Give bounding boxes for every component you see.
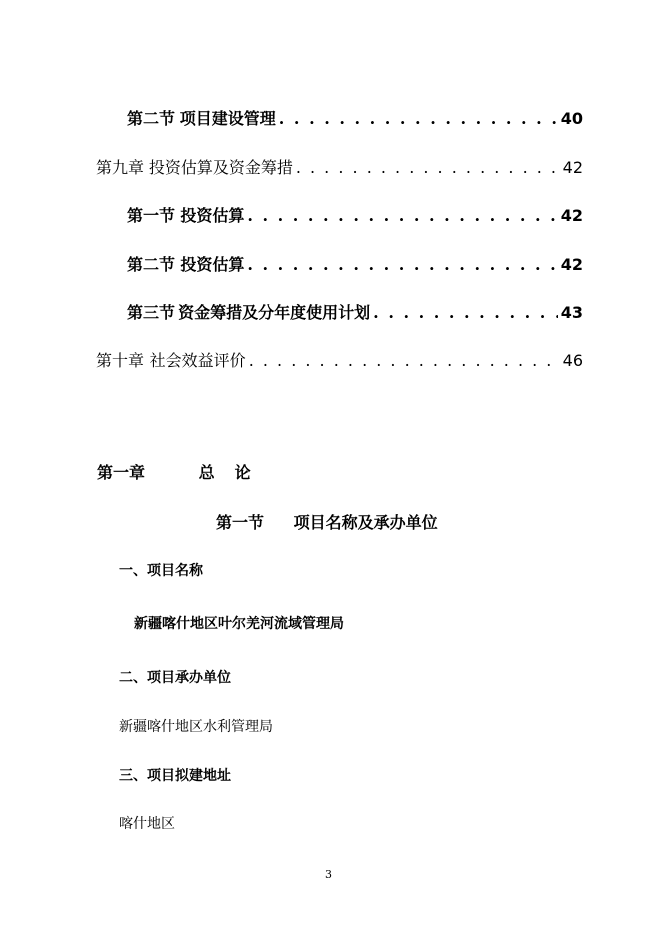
toc-entry[interactable] [96, 157, 583, 179]
toc-chapter-number: 第九章 [96, 158, 145, 177]
toc-section-number: 第一节 [127, 206, 176, 225]
toc-entry[interactable] [127, 205, 583, 227]
section-title: 项目名称及承办单位 [293, 513, 438, 532]
toc-entry[interactable] [96, 350, 583, 372]
toc-page-number: 46 [562, 351, 583, 370]
toc-entry[interactable] [127, 254, 583, 276]
item-heading: 三、项目拟建地址 [119, 768, 231, 784]
toc-page-number: 40 [560, 109, 583, 128]
toc-leader-dots [279, 108, 558, 130]
toc-title: 项目建设管理 [179, 109, 276, 128]
toc-section-number: 第二节 [127, 109, 176, 128]
toc-leader-dots [247, 205, 557, 227]
item-body: 喀什地区 [119, 816, 175, 832]
section-heading [216, 510, 438, 533]
toc-entry[interactable] [127, 302, 583, 324]
toc-title: 投资估算 [180, 206, 245, 225]
toc-chapter-number: 第十章 [96, 351, 145, 370]
page-number: 3 [325, 868, 332, 881]
toc-page-number: 42 [560, 206, 583, 225]
toc-page-number: 42 [562, 158, 583, 177]
toc-title: 投资估算 [180, 255, 245, 274]
toc-section-number: 第三节 [127, 303, 176, 322]
toc-leader-dots [373, 302, 558, 324]
toc-title: 投资估算及资金筹措 [148, 158, 293, 177]
toc-section-number: 第二节 [127, 255, 176, 274]
chapter-title: 总论 [198, 463, 271, 482]
item-body: 新疆喀什地区水利管理局 [119, 719, 273, 735]
item-body: 新疆喀什地区叶尔羌河流域管理局 [134, 616, 344, 632]
toc-title: 社会效益评价 [149, 351, 246, 370]
toc-page-number: 42 [560, 255, 583, 274]
chapter-heading [97, 460, 271, 483]
toc-entry[interactable] [127, 108, 583, 130]
item-heading: 一、项目名称 [119, 563, 203, 579]
toc-page-number: 43 [560, 303, 583, 322]
toc-leader-dots [247, 254, 557, 276]
section-number: 第一节 [216, 513, 265, 532]
item-heading: 二、项目承办单位 [119, 670, 231, 686]
chapter-number: 第一章 [97, 463, 146, 482]
toc-title: 资金筹措及分年度使用计划 [178, 303, 371, 322]
toc-leader-dots [249, 350, 560, 372]
toc-leader-dots [296, 157, 560, 179]
